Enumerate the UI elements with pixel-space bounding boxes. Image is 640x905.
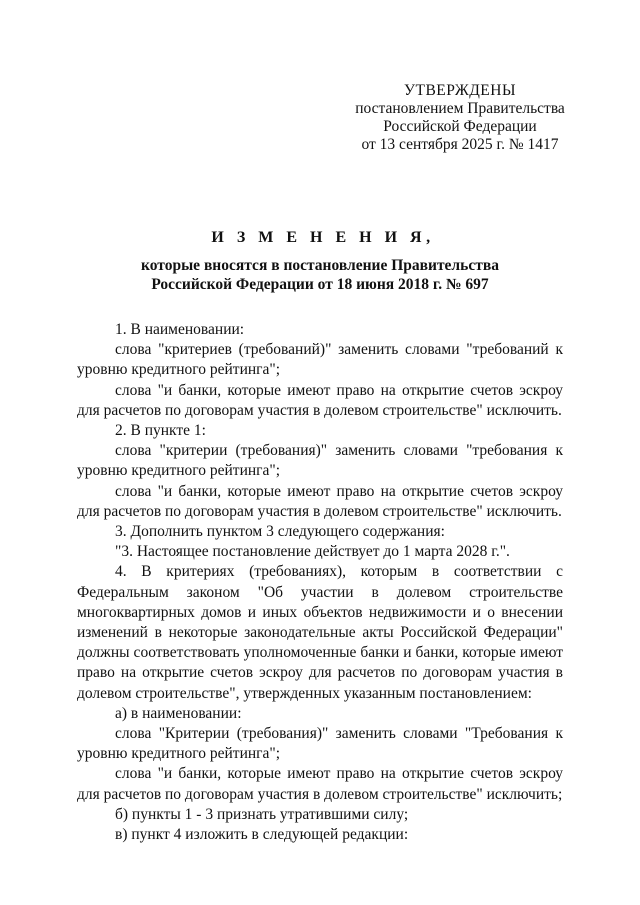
document-subtitle: [0, 256, 640, 294]
paragraph: в) пункт 4 изложить в следующей редакции:: [115, 826, 409, 844]
paragraph: слова "критерии (требования)" заменить словами "требования к уровню кредитного рейтинга";: [77, 442, 563, 480]
paragraph: б) пункты 1 - 3 признать утратившими силу;: [115, 805, 409, 823]
paragraph: "3. Настоящее постановление действует до 1 марта 2028 г.".: [115, 543, 510, 561]
paragraph: слова "и банки, которые имеют право на открытие счетов эскроу для расчетов по договорам участия в долевом строительстве" исключить.: [77, 482, 563, 520]
paragraph: 1. В наименовании:: [115, 321, 245, 338]
document-heading: [0, 228, 640, 294]
paragraph: 3. Дополнить пунктом 3 следующего содержания:: [115, 523, 445, 541]
paragraph: слова "и банки, которые имеют право на открытие счетов эскроу для расчетов по договорам участия в долевом строительстве" исключить.: [77, 381, 563, 419]
paragraph: 4. В критериях (требованиях), которым в соответствии с Федеральным законом "Об участии в долевом строительстве многоквартирных домов и иных объектов недвижимости и о внесении изменений в некоторые законодательные акты Российской Федерации" должны соответствовать уполномоченные банки и банки, которые имеют право на открытие счетов эскроу для расчетов по договорам участия в долевом строительстве", утвержденных указанным постановлением:: [77, 563, 563, 702]
approval-line-1: постановлением Правительства: [355, 100, 565, 117]
approval-title: УТВЕРЖДЕНЫ: [404, 82, 516, 99]
approval-line-2: Российской Федерации: [383, 118, 537, 135]
subtitle-line-1: которые вносятся в постановление Правительства: [141, 257, 499, 274]
paragraph: 2. В пункте 1:: [115, 422, 206, 440]
subtitle-line-2: Российской Федерации от 18 июня 2018 г. № 697: [151, 276, 489, 293]
approval-block: [340, 82, 580, 154]
paragraph: слова "и банки, которые имеют право на открытие счетов эскроу для расчетов по договорам участия в долевом строительстве" исключить;: [77, 765, 563, 803]
document-body: [77, 320, 563, 845]
paragraph: слова "критериев (требований)" заменить словами "требований к уровню кредитного рейтинга";: [77, 341, 563, 379]
paragraph: слова "Критерии (требования)" заменить словами "Требования к уровню кредитного рейтинга";: [77, 725, 563, 763]
document-title: И З М Е Н Е Н И Я,: [211, 229, 435, 246]
paragraph: а) в наименовании:: [115, 704, 242, 722]
approval-line-3: от 13 сентября 2025 г. № 1417: [361, 136, 559, 153]
